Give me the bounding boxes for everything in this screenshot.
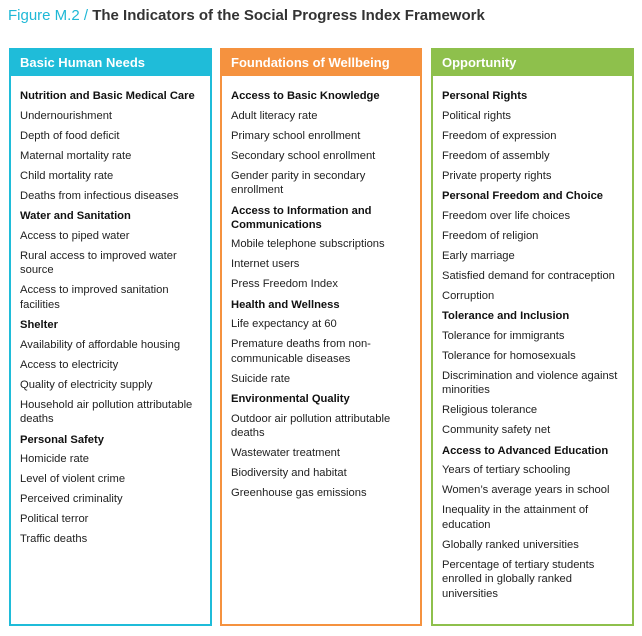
indicator-item: Traffic deaths	[20, 533, 88, 545]
indicator-item: Primary school enrollment	[231, 129, 361, 142]
section-heading: Nutrition and Basic Medical Care	[20, 90, 195, 102]
column-header: Foundations of Wellbeing	[222, 50, 420, 76]
column-foundations-of-wellbeing	[220, 48, 422, 626]
section-heading: Personal Rights	[442, 90, 528, 102]
section-heading: Shelter	[20, 319, 58, 331]
indicator-item: Freedom over life choices	[442, 209, 571, 222]
indicator-item: Wastewater treatment	[231, 447, 341, 459]
indicator-item: Deaths from infectious diseases	[20, 189, 179, 202]
indicator-item: Greenhouse gas emissions	[231, 487, 367, 499]
indicator-item: Inequality in the attainment of education	[442, 504, 589, 531]
figure-title: The Indicators of the Social Progress Index Framework	[92, 7, 485, 24]
indicator-item: Biodiversity and habitat	[231, 467, 347, 479]
section-heading: Personal Freedom and Choice	[442, 190, 604, 202]
indicator-item: Life expectancy at 60	[231, 318, 337, 330]
figure-title-row	[8, 7, 485, 24]
column-header: Basic Human Needs	[11, 50, 210, 76]
column-opportunity	[431, 48, 634, 626]
column-body	[433, 76, 632, 601]
column-header: Opportunity	[433, 50, 632, 76]
column-body	[11, 76, 210, 547]
indicator-item: Private property rights	[442, 169, 552, 182]
indicator-item: Early marriage	[442, 249, 515, 262]
indicator-item: Political rights	[442, 109, 512, 122]
column-basic-human-needs	[9, 48, 212, 626]
section-heading: Access to Basic Knowledge	[231, 90, 380, 102]
indicator-item: Tolerance for homosexuals	[442, 349, 576, 362]
indicator-item: Homicide rate	[20, 453, 90, 465]
indicator-item: Access to piped water	[20, 229, 130, 242]
indicator-item: Gender parity in secondary enrollment	[231, 169, 366, 196]
figure-label: Figure M.2 /	[8, 7, 89, 24]
indicator-item: Years of tertiary schooling	[442, 464, 571, 476]
indicator-item: Freedom of expression	[442, 129, 557, 142]
indicator-item: Household air pollution attributable deaths	[20, 398, 193, 425]
indicator-item: Child mortality rate	[20, 169, 114, 182]
indicator-item: Tolerance for immigrants	[442, 329, 565, 342]
indicator-item: Press Freedom Index	[231, 278, 338, 290]
section-heading: Access to Information and Communications	[231, 204, 372, 231]
indicator-item: Adult literacy rate	[231, 109, 318, 122]
indicator-item: Percentage of tertiary students enrolled in globally ranked universities	[442, 558, 595, 600]
indicator-item: Satisfied demand for contraception	[442, 269, 615, 282]
indicator-item: Maternal mortality rate	[20, 149, 132, 162]
indicator-item: Globally ranked universities	[442, 538, 579, 551]
indicator-item: Suicide rate	[231, 372, 291, 385]
section-heading: Environmental Quality	[231, 393, 350, 405]
indicator-item: Corruption	[442, 289, 495, 302]
section-heading: Personal Safety	[20, 433, 104, 446]
indicator-item: Freedom of assembly	[442, 149, 550, 162]
indicator-item: Women’s average years in school	[442, 484, 610, 496]
indicator-item: Undernourishment	[20, 109, 113, 122]
indicator-item: Community safety net	[442, 424, 551, 436]
indicator-item: Freedom of religion	[442, 229, 539, 242]
indicator-item: Outdoor air pollution attributable deaths	[231, 412, 391, 439]
column-body	[222, 76, 420, 501]
indicator-item: Access to electricity	[20, 358, 119, 371]
section-heading: Health and Wellness	[231, 298, 340, 311]
indicator-item: Perceived criminality	[20, 493, 123, 505]
indicator-item: Secondary school enrollment	[231, 149, 376, 162]
indicator-item: Rural access to improved water source	[20, 249, 177, 276]
section-heading: Tolerance and Inclusion	[442, 310, 570, 322]
section-heading: Access to Advanced Education	[442, 444, 609, 457]
indicator-item: Access to improved sanitation facilities	[20, 284, 169, 311]
indicator-item: Quality of electricity supply	[20, 378, 153, 391]
indicator-item: Level of violent crime	[20, 473, 126, 485]
indicator-item: Internet users	[231, 258, 300, 270]
indicator-item: Religious tolerance	[442, 404, 538, 416]
indicator-item: Premature deaths from non-communicable diseases	[231, 338, 371, 365]
section-heading: Water and Sanitation	[20, 210, 131, 222]
indicator-item: Discrimination and violence against minorities	[442, 369, 618, 396]
indicator-item: Mobile telephone subscriptions	[231, 238, 385, 250]
indicator-item: Availability of affordable housing	[20, 338, 181, 351]
indicator-item: Depth of food deficit	[20, 129, 120, 142]
indicator-item: Political terror	[20, 513, 89, 525]
